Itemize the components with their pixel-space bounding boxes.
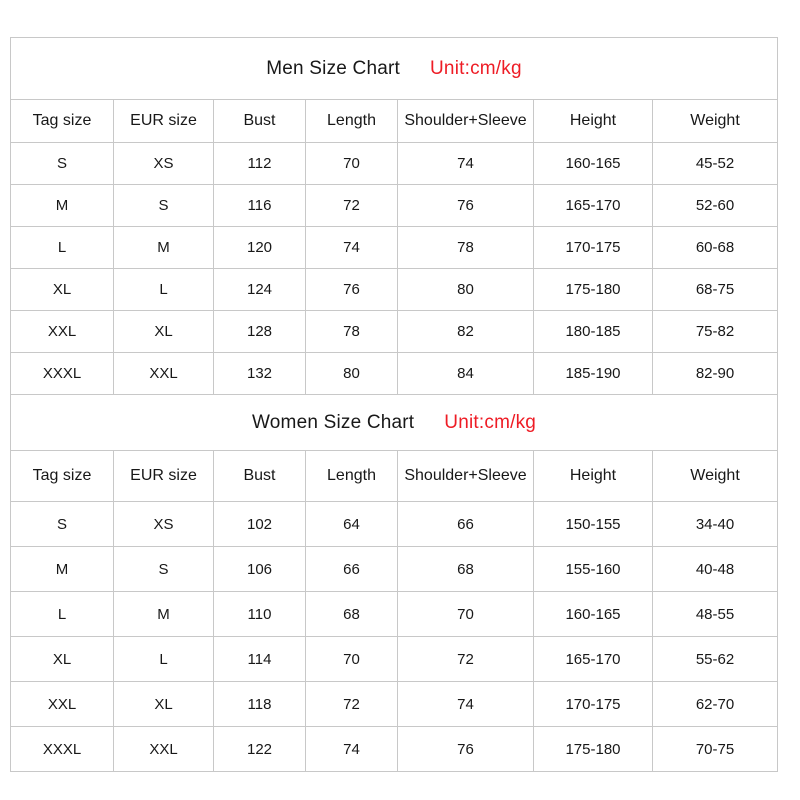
table-cell: XL [114, 682, 214, 727]
table-cell: S [114, 547, 214, 592]
table-cell: XL [11, 269, 114, 311]
table-cell: 78 [398, 227, 534, 269]
men-unit-label: Unit:cm/kg [430, 57, 522, 79]
table-cell: 40-48 [653, 547, 778, 592]
table-cell: 66 [398, 502, 534, 547]
table-cell: 45-52 [653, 143, 778, 185]
table-cell: 120 [214, 227, 306, 269]
table-cell: 76 [306, 269, 398, 311]
table-cell: XS [114, 143, 214, 185]
table-cell: XL [114, 311, 214, 353]
table-cell: M [114, 592, 214, 637]
table-cell: 74 [306, 727, 398, 772]
column-header: Height [534, 451, 653, 502]
column-header: Weight [653, 451, 778, 502]
table-row [11, 502, 778, 547]
table-cell: 34-40 [653, 502, 778, 547]
women-chart-title: Women Size Chart [251, 411, 415, 433]
table-cell: 165-170 [534, 185, 653, 227]
table-row [11, 311, 778, 353]
table-cell: 160-165 [534, 592, 653, 637]
table-cell: 118 [214, 682, 306, 727]
column-header: Shoulder+Sleeve [398, 451, 534, 502]
table-cell: 180-185 [534, 311, 653, 353]
table-cell: 72 [306, 185, 398, 227]
table-cell: 74 [306, 227, 398, 269]
table-cell: 72 [306, 682, 398, 727]
table-cell: 170-175 [534, 682, 653, 727]
table-cell: L [114, 269, 214, 311]
table-cell: 175-180 [534, 727, 653, 772]
table-cell: 70-75 [653, 727, 778, 772]
table-cell: XL [11, 637, 114, 682]
table-row [11, 592, 778, 637]
column-header: EUR size [114, 100, 214, 143]
column-header: Length [306, 100, 398, 143]
table-cell: 64 [306, 502, 398, 547]
column-header: Weight [653, 100, 778, 143]
table-cell: XXL [11, 682, 114, 727]
table-cell: 55-62 [653, 637, 778, 682]
table-cell: 150-155 [534, 502, 653, 547]
table-cell: 106 [214, 547, 306, 592]
table-cell: L [11, 227, 114, 269]
table-cell: 75-82 [653, 311, 778, 353]
column-header: Height [534, 100, 653, 143]
table-cell: 155-160 [534, 547, 653, 592]
table-cell: L [114, 637, 214, 682]
men-chart-title: Men Size Chart [266, 57, 400, 79]
column-header: Tag size [11, 100, 114, 143]
table-cell: 68 [398, 547, 534, 592]
table-cell: 68 [306, 592, 398, 637]
table-row [11, 727, 778, 772]
column-header: EUR size [114, 451, 214, 502]
table-cell: S [11, 502, 114, 547]
table-cell: 74 [398, 143, 534, 185]
table-cell: 165-170 [534, 637, 653, 682]
table-row [11, 185, 778, 227]
table-cell: 116 [214, 185, 306, 227]
table-cell: 66 [306, 547, 398, 592]
table-row [11, 269, 778, 311]
men-size-chart-table [10, 37, 778, 395]
table-cell: 124 [214, 269, 306, 311]
table-cell: XXL [11, 311, 114, 353]
table-row [11, 637, 778, 682]
table-cell: 80 [306, 353, 398, 395]
table-cell: 160-165 [534, 143, 653, 185]
table-cell: 112 [214, 143, 306, 185]
table-cell: M [11, 547, 114, 592]
column-header: Bust [214, 100, 306, 143]
table-cell: 82-90 [653, 353, 778, 395]
table-cell: 62-70 [653, 682, 778, 727]
table-cell: 114 [214, 637, 306, 682]
table-row [11, 547, 778, 592]
women-title-row [11, 395, 778, 451]
table-cell: 76 [398, 727, 534, 772]
column-header: Bust [214, 451, 306, 502]
table-cell: XXL [114, 727, 214, 772]
table-cell: 128 [214, 311, 306, 353]
table-cell: 70 [306, 637, 398, 682]
table-row [11, 227, 778, 269]
table-cell: S [11, 143, 114, 185]
women-column-header-row [11, 451, 778, 502]
table-cell: 72 [398, 637, 534, 682]
women-size-chart-table [10, 394, 778, 772]
table-cell: 185-190 [534, 353, 653, 395]
column-header: Tag size [11, 451, 114, 502]
table-cell: 48-55 [653, 592, 778, 637]
table-cell: XXXL [11, 353, 114, 395]
table-cell: M [11, 185, 114, 227]
column-header: Length [306, 451, 398, 502]
table-cell: 132 [214, 353, 306, 395]
table-cell: 74 [398, 682, 534, 727]
table-row [11, 353, 778, 395]
men-title-row [11, 38, 778, 100]
table-cell: 78 [306, 311, 398, 353]
table-cell: 70 [306, 143, 398, 185]
table-cell: XXXL [11, 727, 114, 772]
table-cell: 80 [398, 269, 534, 311]
table-cell: M [114, 227, 214, 269]
table-cell: 70 [398, 592, 534, 637]
table-cell: 52-60 [653, 185, 778, 227]
table-cell: 60-68 [653, 227, 778, 269]
column-header: Shoulder+Sleeve [398, 100, 534, 143]
table-row [11, 143, 778, 185]
table-cell: 102 [214, 502, 306, 547]
table-cell: 110 [214, 592, 306, 637]
table-cell: L [11, 592, 114, 637]
table-cell: 84 [398, 353, 534, 395]
table-cell: 76 [398, 185, 534, 227]
table-cell: 68-75 [653, 269, 778, 311]
table-cell: 170-175 [534, 227, 653, 269]
men-title-cell [11, 38, 778, 100]
women-title-cell [11, 395, 778, 451]
table-cell: XS [114, 502, 214, 547]
men-column-header-row [11, 100, 778, 143]
table-cell: 82 [398, 311, 534, 353]
table-cell: XXL [114, 353, 214, 395]
women-unit-label: Unit:cm/kg [444, 411, 537, 433]
table-cell: 122 [214, 727, 306, 772]
table-cell: 175-180 [534, 269, 653, 311]
table-cell: S [114, 185, 214, 227]
table-row [11, 682, 778, 727]
